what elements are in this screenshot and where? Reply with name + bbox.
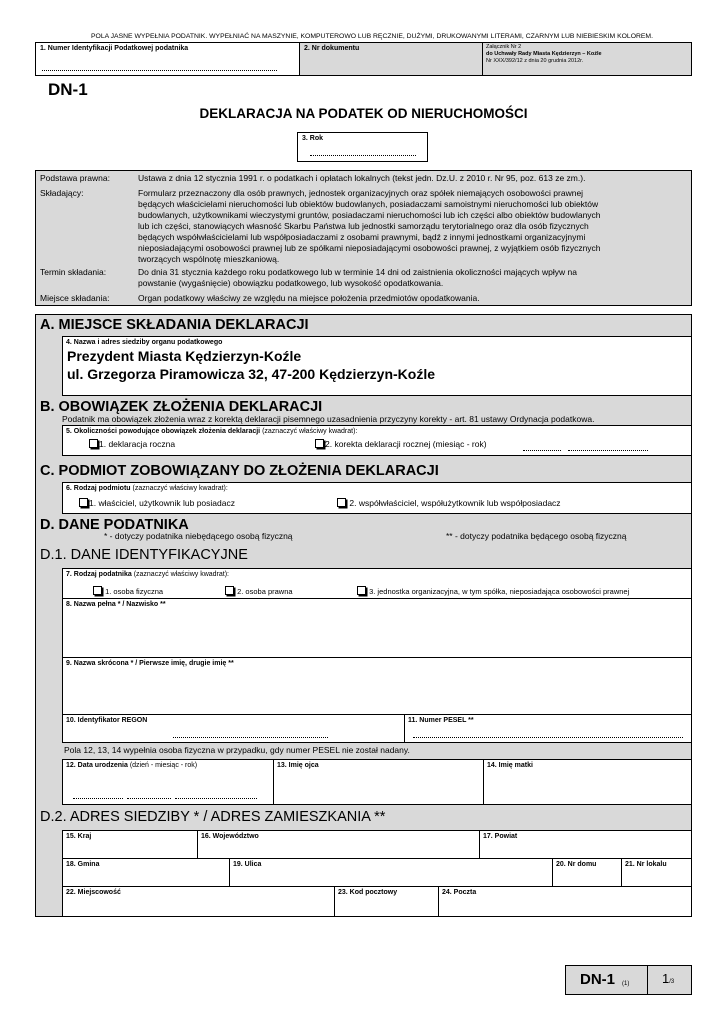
subject-type-label: 6. Rodzaj podmiotu [66,485,131,492]
filer-line: Formularz przeznaczony dla osób prawnych, jednostek organizacyjnych oraz spółek niemających osobowości prawnej [138,188,584,198]
page-total: /3 [669,979,675,985]
place-label: Miejsce składania: [40,293,110,303]
subject-type-field [62,482,692,514]
doc-number-label: 2. Nr dokumentu [304,45,360,52]
attachment-line2: do Uchwały Rady Miasta Kędzierzyn – Koźle [486,51,602,57]
option-correction[interactable] [315,439,487,449]
post-office-field[interactable] [438,886,692,917]
attachment-line1: Załącznik Nr 2 [486,44,522,50]
filer-line: lub ich części, stanowiących własność Skarbu Państwa lub jednostki samorządu terytorialnego oraz dla osób fizycznych [138,221,589,231]
tax-office-label: 4. Nazwa i adres siedziby organu podatkowego [66,339,223,346]
legal-label: Podstawa prawna: [40,173,110,183]
option-coowner-label: 2. współwłaściciel, współużytkownik lub współposiadacz [349,498,561,508]
country-label: 15. Kraj [66,833,92,840]
house-number-label: 20. Nr domu [556,861,597,868]
postal-code-field[interactable] [334,886,439,917]
filer-label: Składający: [40,188,84,198]
option-org-unit[interactable] [357,586,629,596]
municipality-field[interactable] [62,858,230,887]
birth-date-field[interactable] [62,759,274,805]
page-current: 1 [662,971,670,986]
option-org-unit-label: 3. jednostka organizacyjna, w tym spółka, nieposiadająca osobowości prawnej [369,587,630,596]
top-notice: POLA JASNE WYPEŁNIA PODATNIK. WYPEŁNIAĆ NA MASZYNIE, KOMPUTEROWO LUB RĘCZNIE, DUŻYMI, DRUKOWANYMI LITERAMI, CZARNYM LUB NIEBIESKIM KOLOREM. [91,33,653,40]
page-title: DEKLARACJA NA PODATEK OD NIERUCHOMOŚCI [199,106,528,121]
tax-office-field[interactable] [62,336,692,396]
option-legal-person[interactable] [225,586,293,596]
flat-number-label: 21. Nr lokalu [625,861,667,868]
house-number-field[interactable] [552,858,622,887]
footer-box [565,965,692,995]
filer-line: będących współwłaścicielami lub współposiadaczami z osobami prawnymi, bądź z innymi jednostkami organizacyjnymi [138,232,586,242]
city-field[interactable] [62,886,335,917]
municipality-label: 18. Gmina [66,861,100,868]
place-text: Organ podatkowy właściwy ze względu na miejsce położenia przedmiotów opodatkowania. [138,293,480,303]
regon-label: 10. Identyfikator REGON [66,717,148,724]
filer-line: tworzących wspólnotę mieszkaniową. [138,254,280,264]
option-natural-person[interactable] [93,586,163,596]
full-name-label: 8. Nazwa pełna * / Nazwisko ** [66,601,166,608]
deadline-line: Do dnia 31 stycznia każdego roku podatkowego lub w terminie 14 dni od zaistnienia okoliczności mających wpływ na [138,267,577,277]
pesel-field[interactable] [404,714,692,743]
correction-note: Podatnik ma obowiązek złożenia wraz z korektą deklaracji pisemnego uzasadnienia przyczyny korekty - art. 81 ustawy Ordynacja podatkowa. [62,414,595,424]
filer-line: nieposiadającymi osobowości prawnej lub ze spółkami nieposiadającymi osobowości prawnej, z wyjątkiem osób fizycznych [138,243,601,253]
taxpayer-type-hint: (zaznaczyć właściwy kwadrat): [133,571,229,578]
checkbox-icon[interactable] [315,439,324,448]
form-code: DN-1 [48,80,88,99]
obligation-field [62,425,692,456]
filer-line: budowlanych, użytkownikami wieczystymi gruntów, posiadaczami nieruchomości lub ich części albo obiektów budowlanych [138,210,601,220]
pesel-label: 11. Numer PESEL ** [408,717,474,724]
voivodeship-field[interactable] [197,830,480,859]
post-office-label: 24. Poczta [442,889,477,896]
birth-date-label: 12. Data urodzenia [66,762,128,769]
short-name-field[interactable] [62,657,692,715]
doc-number-field [300,43,483,75]
footer-version: (1) [622,981,630,987]
option-natural-person-label: 1. osoba fizyczna [105,587,164,596]
page-number [662,970,674,988]
section-b-title: B. OBOWIĄZEK ZŁOŻENIA DEKLARACJI [40,399,323,415]
header-row [35,42,692,76]
option-coowner[interactable] [337,498,561,508]
county-label: 17. Powiat [483,833,518,840]
father-name-field[interactable] [273,759,484,805]
regon-field[interactable] [62,714,405,743]
birth-date-hint: (dzień - miesiąc - rok) [129,762,198,769]
section-c-title: C. PODMIOT ZOBOWIĄZANY DO ZŁOŻENIA DEKLARACJI [40,463,439,479]
checkbox-icon[interactable] [337,498,346,507]
county-field[interactable] [479,830,692,859]
mother-name-label: 14. Imię matki [487,762,533,769]
year-field[interactable] [297,132,428,162]
footer-code-cell [566,966,648,994]
note-legal-entity: * - dotyczy podatnika niebędącego osobą fizyczną [104,531,293,541]
nip-field[interactable] [36,43,300,75]
checkbox-icon[interactable] [93,586,102,595]
checkbox-icon[interactable] [89,439,98,448]
full-name-field[interactable] [62,598,692,658]
country-field[interactable] [62,830,198,859]
taxpayer-type-label: 7. Rodzaj podatnika [66,571,132,578]
option-legal-person-label: 2. osoba prawna [237,587,293,596]
section-a-title: A. MIEJSCE SKŁADANIA DEKLARACJI [40,317,309,333]
option-owner-label: 1. właściciel, użytkownik lub posiadacz [89,498,235,508]
filer-line: będących właścicielami nieruchomości lub obiektów budowlanych, posiadaczami samoistnymi nieruchomości lub obiektów [138,199,599,209]
option-annual[interactable] [89,439,175,449]
deadline-label: Termin składania: [40,267,107,277]
note-natural-person: ** - dotyczy podatnika będącego osobą fizyczną [446,531,627,541]
tax-office-name: Prezydent Miasta Kędzierzyn-Koźle [67,348,302,364]
nip-label: 1. Numer Identyfikacji Podatkowej podatnika [40,45,189,52]
pesel-note: Pola 12, 13, 14 wypełnia osoba fizyczna w przypadku, gdy numer PESEL nie został nadany. [64,745,410,755]
section-d1-title: D.1. DANE IDENTYFIKACYJNE [40,547,248,563]
section-d2-title: D.2. ADRES SIEDZIBY * / ADRES ZAMIESZKANIA ** [40,809,386,825]
section-d-title: D. DANE PODATNIKA [40,517,189,533]
option-owner[interactable] [79,498,235,508]
street-field[interactable] [229,858,553,887]
obligation-hint: (zaznaczyć właściwy kwadrat): [262,428,358,435]
obligation-label: 5. Okoliczności powodujące obowiązek złożenia deklaracji [66,428,261,435]
taxpayer-type-field [62,568,692,599]
option-annual-label: 1. deklaracja roczna [99,439,176,449]
postal-code-label: 23. Kod pocztowy [338,889,398,896]
footer-code: DN-1 [580,971,616,988]
checkbox-icon[interactable] [79,498,88,507]
city-label: 22. Miejscowość [66,889,121,896]
checkbox-icon[interactable] [357,586,366,595]
checkbox-icon[interactable] [225,586,234,595]
mother-name-field[interactable] [483,759,692,805]
year-label: 3. Rok [302,135,324,142]
short-name-label: 9. Nazwa skrócona * / Pierwsze imię, drugie imię ** [66,660,234,667]
tax-office-address: ul. Grzegorza Piramowicza 32, 47-200 Kędzierzyn-Koźle [67,366,436,382]
street-label: 19. Ulica [233,861,262,868]
option-correction-label: 2. korekta deklaracji rocznej (miesiąc - rok) [325,439,487,449]
father-name-label: 13. Imię ojca [277,762,319,769]
flat-number-field[interactable] [621,858,692,887]
info-block [35,170,692,306]
subject-type-hint: (zaznaczyć właściwy kwadrat): [132,485,228,492]
filer-text [138,188,690,265]
legal-text: Ustawa z dnia 12 stycznia 1991 r. o podatkach i opłatach lokalnych (tekst jedn. Dz.U. z 2010 r. Nr 95, poz. 613 ze zm.). [138,173,586,183]
deadline-line: powstanie (wygaśnięcie) obowiązku podatkowego, lub wysokość opodatkowania. [138,278,444,288]
attachment-line3: Nr XXX/392/12 z dnia 20 grudnia 2012r. [486,58,584,64]
deadline-text [138,267,690,289]
attachment-note [486,44,691,65]
voivodeship-label: 16. Województwo [201,833,259,840]
